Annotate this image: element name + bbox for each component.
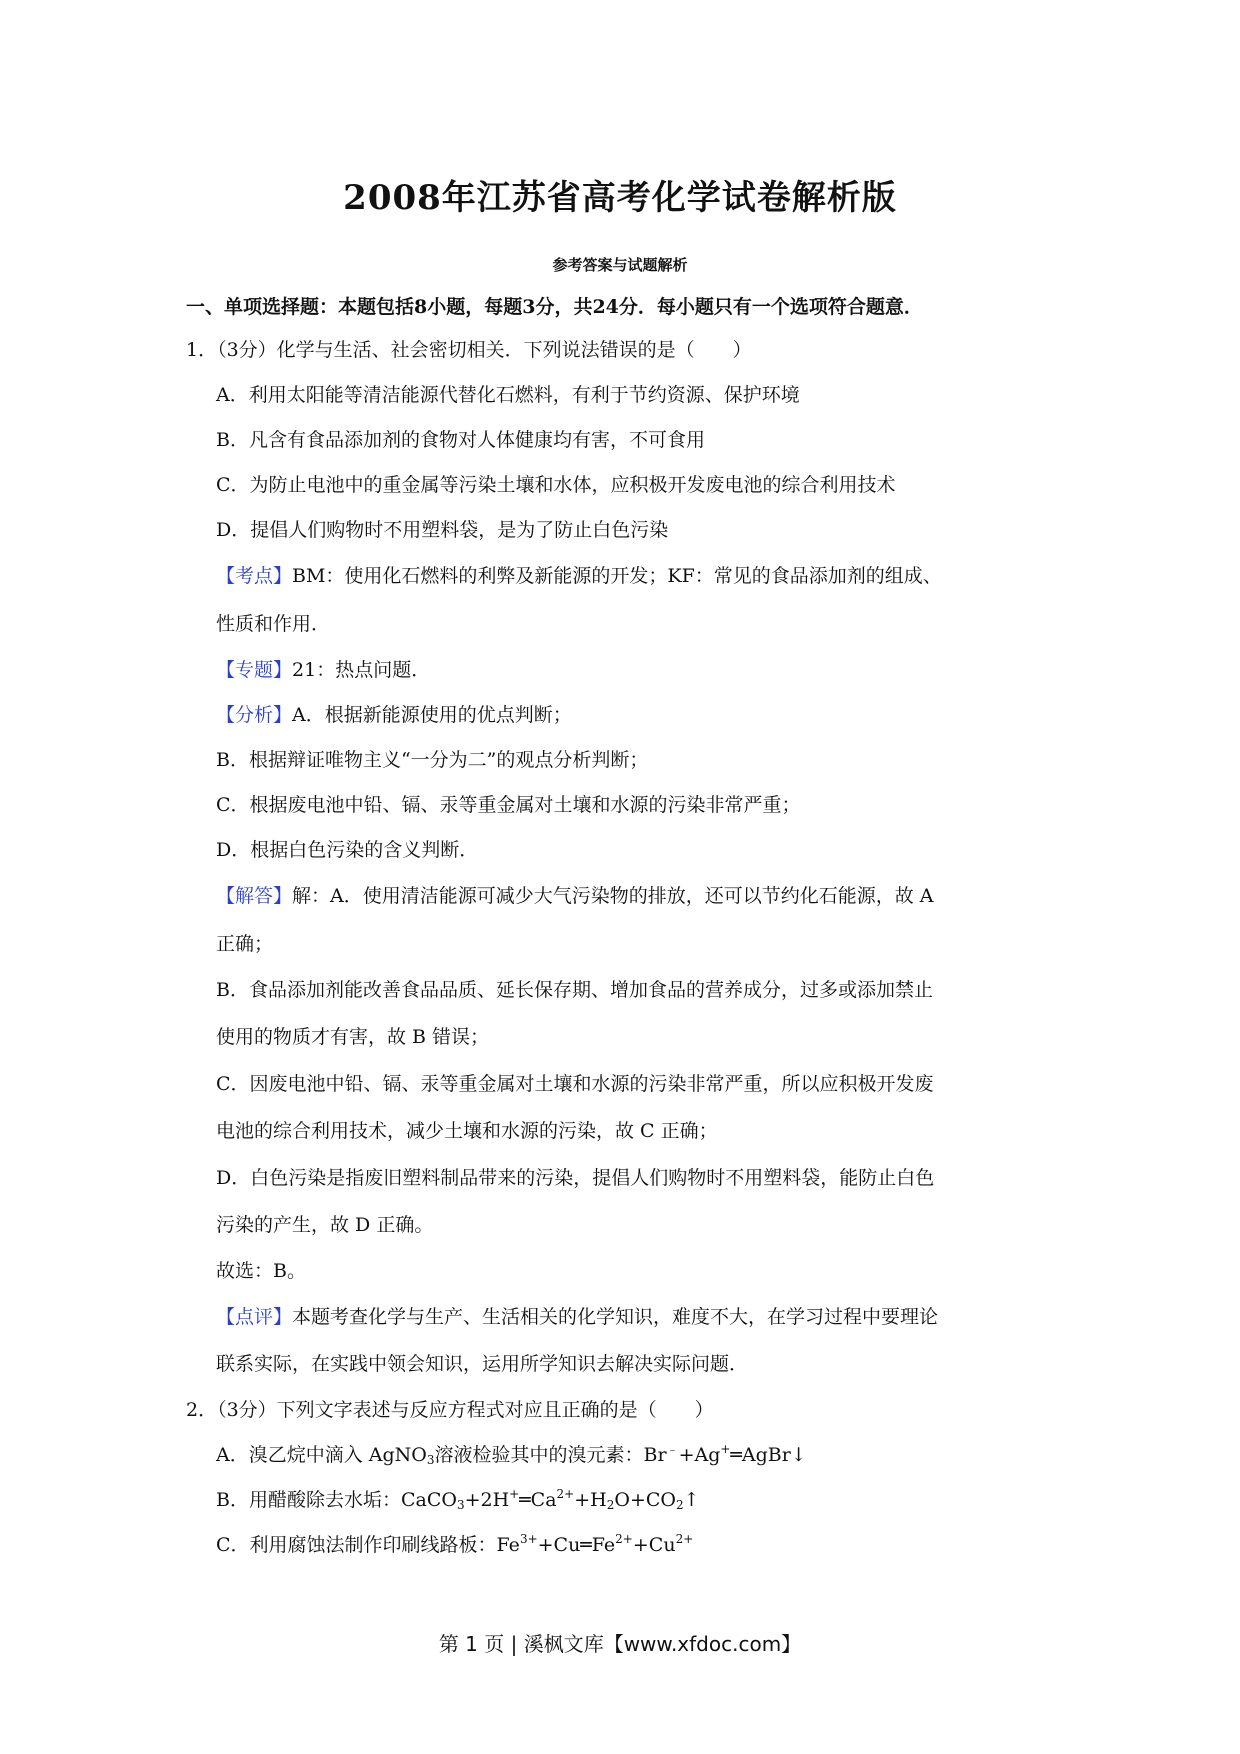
jieda-c2: 电池的综合利用技术，减少土壤和水源的污染，故 C 正确； bbox=[216, 1120, 718, 1142]
question-2-stem: 2．（3分）下列文字表述与反应方程式对应且正确的是（ ） bbox=[186, 1399, 714, 1421]
q2b-sub-3: 2 bbox=[676, 1498, 684, 1512]
jieda-c1: C．因废电池中铅、镉、汞等重金属对土壤和水源的污染非常严重，所以应积极开发废 bbox=[216, 1073, 934, 1095]
q2b-text-5: O+CO bbox=[614, 1489, 677, 1511]
question-1-option-c: C．为防止电池中的重金属等污染土壤和水体，应积极开发废电池的综合利用技术 bbox=[216, 474, 896, 496]
q2c-sup-2: 2+ bbox=[615, 1532, 633, 1546]
q2b-sub-1: 3 bbox=[456, 1498, 465, 1512]
kaodian-line-2: 性质和作用． bbox=[216, 613, 331, 635]
question-1-stem: 1．（3分）化学与生活、社会密切相关．下列说法错误的是（ ） bbox=[186, 339, 752, 361]
question-2-option-a bbox=[216, 1443, 807, 1467]
fenxi-d: D．根据白色污染的含义判断． bbox=[216, 839, 479, 861]
q2b-text-1: B．用醋酸除去水垢：CaCO bbox=[216, 1489, 457, 1511]
q2a-text-2: 溶液检验其中的溴元素：Br bbox=[434, 1444, 667, 1466]
q2b-text-2: +2H bbox=[464, 1489, 510, 1511]
document-subtitle: 参考答案与试题解析 bbox=[552, 256, 688, 274]
fenxi-line bbox=[216, 703, 572, 727]
jieda-b2: 使用的物质才有害，故 B 错误； bbox=[216, 1026, 490, 1048]
page-footer: 第 1 页 | 溪枫文库【www.xfdoc.com】 bbox=[438, 1632, 802, 1656]
q2c-text-3: +Cu bbox=[632, 1534, 676, 1556]
answer-line: 故选：B。 bbox=[216, 1260, 306, 1282]
question-2-option-b bbox=[216, 1488, 700, 1512]
question-1-option-d: D．提倡人们购物时不用塑料袋，是为了防止白色污染 bbox=[216, 519, 669, 541]
jieda-b1: B．食品添加剂能改善食品品质、延长保存期、增加食品的营养成分，过多或添加禁止 bbox=[216, 979, 933, 1001]
jieda-d1: D．白色污染是指废旧塑料制品带来的污染，提倡人们购物时不用塑料袋，能防止白色 bbox=[216, 1167, 935, 1189]
jieda-line bbox=[216, 884, 934, 908]
q2a-text-4: ═AgBr↓ bbox=[730, 1444, 807, 1466]
document-title: 2008年江苏省高考化学试卷解析版 bbox=[343, 178, 897, 218]
q2b-arrow: ↑ bbox=[683, 1489, 700, 1511]
kaodian-tag: 【考点】 bbox=[216, 565, 293, 587]
jieda-a1: 解：A．使用清洁能源可减少大气污染物的排放，还可以节约化石能源，故 A bbox=[292, 885, 934, 907]
dianping-tag: 【点评】 bbox=[216, 1306, 293, 1328]
dianping-text: 本题考查化学与生产、生活相关的化学知识，难度不大，在学习过程中要理论 bbox=[292, 1306, 939, 1328]
question-2-option-c bbox=[216, 1533, 693, 1557]
q2a-sup-1: ﹣ bbox=[666, 1442, 679, 1456]
fenxi-tag: 【分析】 bbox=[216, 704, 293, 726]
question-1-option-a: A．利用太阳能等清洁能源代替化石燃料，有利于节约资源、保护环境 bbox=[216, 384, 800, 406]
q2c-sup-1: 3+ bbox=[519, 1532, 538, 1546]
q2c-text-2: +Cu═Fe bbox=[537, 1534, 616, 1556]
fenxi-a: A．根据新能源使用的优点判断； bbox=[292, 704, 572, 726]
zhuanti-tag: 【专题】 bbox=[216, 659, 293, 681]
q2b-sup-2: 2+ bbox=[556, 1487, 575, 1501]
q2c-sup-3: 2+ bbox=[675, 1532, 694, 1546]
q2b-text-4: +H bbox=[574, 1489, 607, 1511]
q2c-text-1: C．利用腐蚀法制作印刷线路板：Fe bbox=[216, 1534, 520, 1556]
q2a-sub: 3 bbox=[426, 1453, 435, 1467]
q2a-text-1: A．溴乙烷中滴入 AgNO bbox=[216, 1444, 427, 1466]
q2b-sub-2: 2 bbox=[606, 1498, 615, 1512]
section-heading: 一、单项选择题：本题包括8小题，每题3分，共24分．每小题只有一个选项符合题意． bbox=[186, 296, 923, 318]
jieda-a2: 正确； bbox=[216, 933, 274, 955]
q2b-text-3: ═Ca bbox=[519, 1489, 557, 1511]
kaodian-text: BM：使用化石燃料的利弊及新能源的开发；KF：常见的食品添加剂的组成、 bbox=[292, 565, 942, 587]
jieda-tag: 【解答】 bbox=[216, 885, 293, 907]
jieda-d2: 污染的产生，故 D 正确。 bbox=[216, 1214, 434, 1236]
dianping-line bbox=[216, 1305, 938, 1329]
kaodian-line bbox=[216, 564, 942, 588]
zhuanti-line bbox=[216, 658, 430, 682]
q2b-sup-1: + bbox=[509, 1487, 520, 1501]
question-1-option-b: B．凡含有食品添加剂的食物对人体健康均有害，不可食用 bbox=[216, 429, 705, 451]
zhuanti-text: 21：热点问题． bbox=[292, 659, 431, 681]
q2a-text-3: +Ag bbox=[678, 1444, 721, 1466]
fenxi-b: B．根据辩证唯物主义“一分为二”的观点分析判断； bbox=[216, 749, 649, 771]
q2a-sup-2: + bbox=[720, 1442, 731, 1456]
fenxi-c: C．根据废电池中铅、镉、汞等重金属对土壤和水源的污染非常严重； bbox=[216, 794, 801, 816]
dianping-line-2: 联系实际，在实践中领会知识，运用所学知识去解决实际问题． bbox=[216, 1353, 749, 1375]
